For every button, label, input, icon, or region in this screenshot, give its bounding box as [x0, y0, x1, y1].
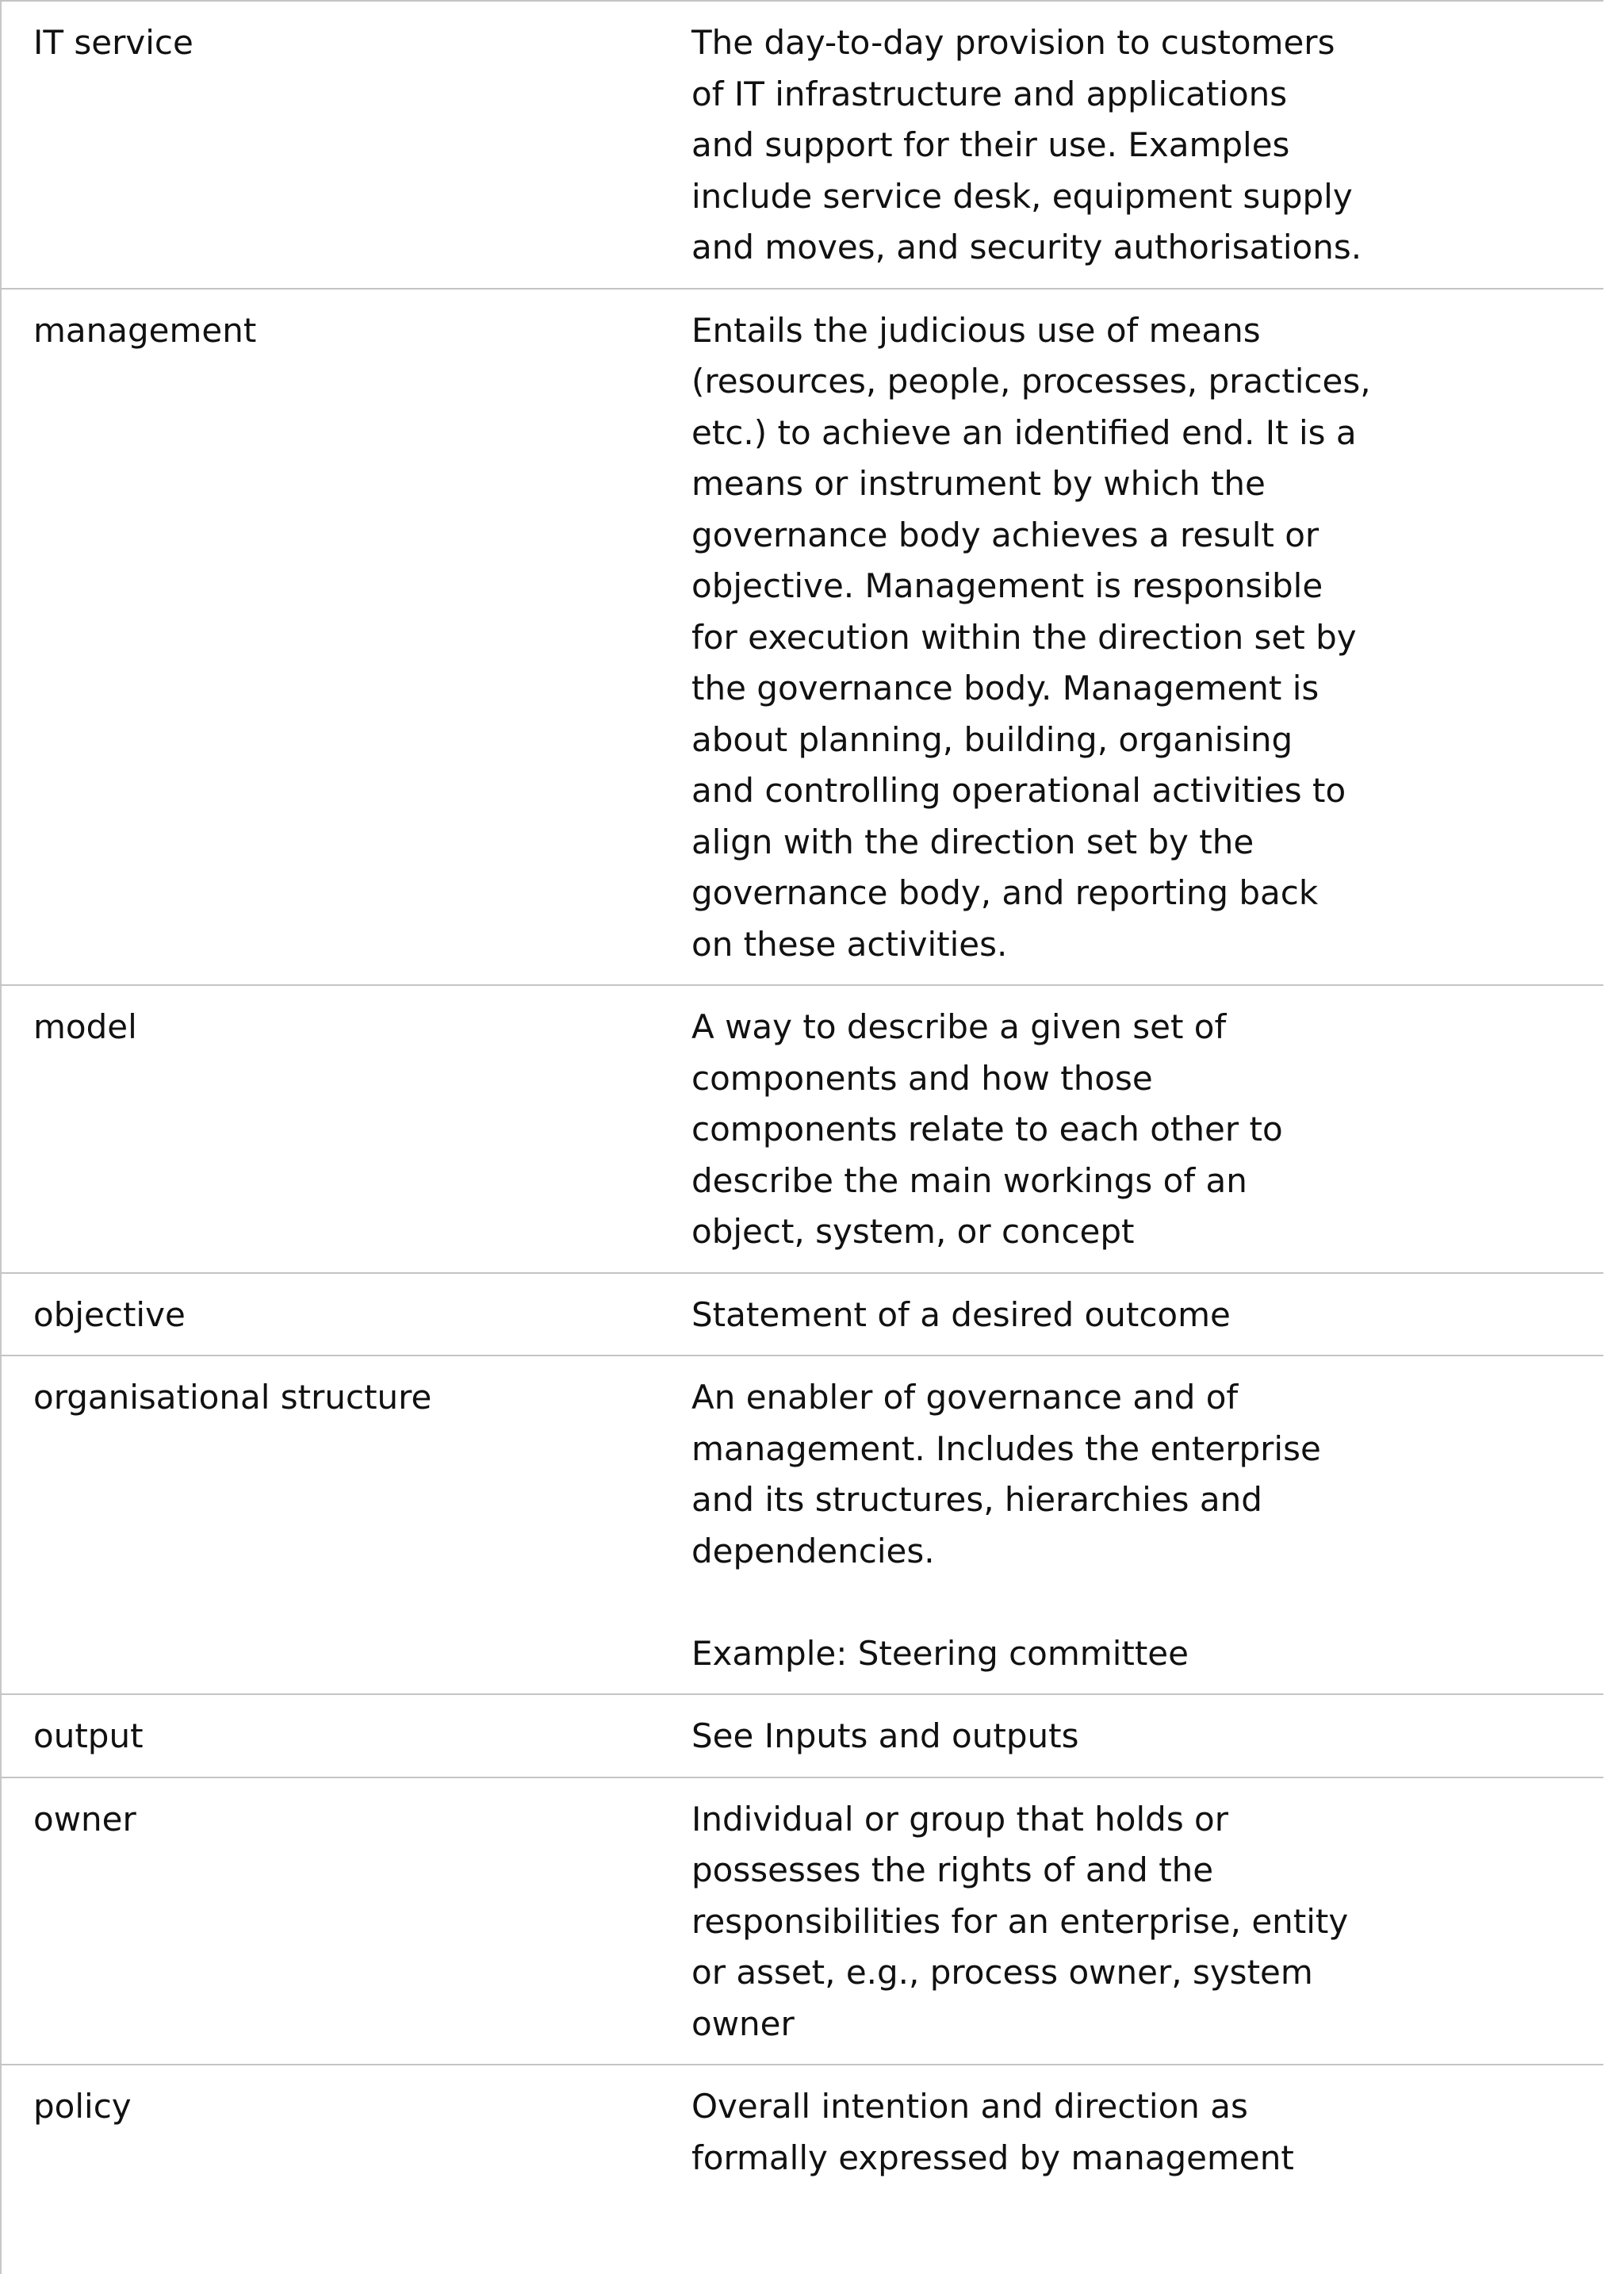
table-row	[0, 2, 1603, 290]
table-row	[0, 1356, 1603, 1695]
glossary-definition: Individual or group that holds or possesses the rights of and the responsibilities for an enterprise, entity or asset, e.g., process owner, system owner	[691, 1799, 1349, 2043]
glossary-definition: See Inputs and outputs	[691, 1716, 1079, 1755]
table-row	[0, 2065, 1603, 2198]
glossary-definition: Entails the judicious use of means (resources, people, processes, practices, etc.) to achieve an identified end. It is a means or instrument by which the governance body achieves a result or objective. Management is responsible for execution within the direction set by the governance body. Management is about planning, building, organising and controlling operational activities to align with the direction set by the governance body, and reporting back on these activities.	[691, 310, 1371, 964]
glossary-definition: Overall intention and direction as formally expressed by management	[691, 2087, 1294, 2177]
table-row	[0, 1695, 1603, 1778]
glossary-term: model	[33, 1007, 137, 1046]
glossary-term: management	[33, 310, 257, 350]
glossary-term: objective	[33, 1294, 186, 1334]
glossary-definition: Statement of a desired outcome	[691, 1294, 1231, 1334]
table-row	[0, 290, 1603, 987]
table-row	[0, 1274, 1603, 1357]
glossary-term: policy	[33, 2087, 132, 2126]
glossary-definition: The day-to-day provision to customers of IT infrastructure and applications and support for their use. Examples include service desk, equipment supply and moves, and security authorisations.	[691, 23, 1362, 267]
glossary-definition: A way to describe a given set of components and how those components relate to each other to describe the main workings of an object, system, or concept	[691, 1007, 1283, 1251]
table-row	[0, 1778, 1603, 2066]
glossary-term: organisational structure	[33, 1378, 432, 1417]
glossary-term: IT service	[33, 23, 193, 62]
glossary-term: output	[33, 1716, 144, 1755]
table-row	[0, 986, 1603, 1274]
glossary-definition: An enabler of governance and of management. Includes the enterprise and its structures, hierarchies and dependencies. Example: Steering committee	[691, 1378, 1321, 1673]
glossary-term: owner	[33, 1799, 136, 1839]
